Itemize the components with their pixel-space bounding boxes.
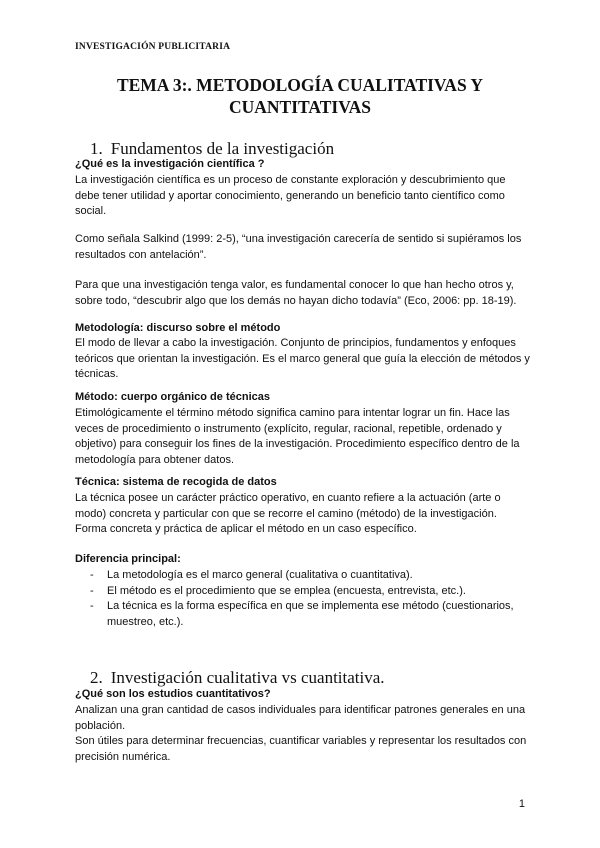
paragraph-eco: Para que una investigación tenga valor, es fundamental conocer lo que han hecho otros y, sobre todo, “descubrir algo que los demás no hayan dicho todavía” (Eco, 2006: pp. 18-19). [75, 279, 517, 307]
bullet-marker: - [90, 600, 94, 612]
metodologia-text: El modo de llevar a cabo la investigación. Conjunto de principios, fundamentos y enfoques teóricos que orientan la investigación. Es el marco general que guía la elección de métodos y técnicas. [75, 337, 530, 380]
paragraph-cuantitativos-2: Son útiles para determinar frecuencias, cuantificar variables y representar los resultados con precisión numérica. [75, 735, 527, 763]
diferencia-list [90, 568, 530, 630]
title-line-1: TEMA 3:. METODOLOGÍA CUALITATIVAS Y [116, 75, 484, 95]
paragraph-salkind: Como señala Salkind (1999: 2-5), “una investigación carecería de sentido si supiéramos los resultados con antelación”. [75, 233, 522, 261]
question-heading-2: ¿Qué son los estudios cuantitativos? [75, 688, 271, 700]
bullet-marker: - [90, 569, 94, 581]
section-1-number: 1. [90, 139, 103, 158]
tecnica-heading: Técnica: sistema de recogida de datos [75, 476, 277, 488]
section-1-title: Fundamentos de la investigación [110, 139, 335, 158]
document-title [95, 74, 505, 118]
list-item-text: La metodología es el marco general (cualitativa o cuantitativa). [107, 569, 413, 581]
title-line-2: CUANTITATIVAS [229, 97, 371, 117]
metodo-text: Etimológicamente el término método significa camino para intentar lograr un fin. Hace las veces de procedimiento o instrumento (explícito, regular, racional, repetible, ordenado y objetivo) para conseguir los fines de la investigación. Procedimiento específico dentro de la metodología para obtener datos. [75, 407, 520, 466]
question-heading-1: ¿Qué es la investigación científica ? [75, 158, 265, 170]
metodologia-heading: Metodología: discurso sobre el método [75, 322, 281, 334]
list-item-text: La técnica es la forma específica en que se implementa ese método (cuestionarios, muestreo, etc.). [107, 600, 514, 628]
list-item [90, 568, 530, 584]
list-item [90, 599, 530, 630]
bullet-marker: - [90, 584, 94, 597]
section-2-heading [90, 668, 385, 688]
section-2-title: Investigación cualitativa vs cuantitativa. [110, 668, 385, 687]
page-number: 1 [518, 798, 525, 810]
list-item-text: El método es el procedimiento que se emplea (encuesta, entrevista, etc.). [107, 584, 466, 597]
tecnica-text: La técnica posee un carácter práctico operativo, en cuanto refiere a la actuación (arte o modo) concreta y particular con que se recorre el camino (método) de la investigación. Forma concreta y práctica de aplicar el método en un caso específico. [75, 492, 501, 535]
metodo-heading: Método: cuerpo orgánico de técnicas [75, 391, 270, 403]
paragraph-cuantitativos-1: Analizan una gran cantidad de casos individuales para identificar patrones generales en una población. [75, 704, 526, 732]
diferencia-heading: Diferencia principal: [75, 553, 181, 565]
list-item [90, 584, 530, 600]
paragraph-definition: La investigación científica es un proceso de constante exploración y descubrimiento que debe tener utilidad y aportar conocimiento, generando un beneficio tanto científico como social. [75, 174, 506, 217]
section-2-number: 2. [90, 668, 103, 687]
section-1-heading [90, 139, 334, 159]
running-header: INVESTIGACIÓN PUBLICITARIA [75, 42, 231, 52]
